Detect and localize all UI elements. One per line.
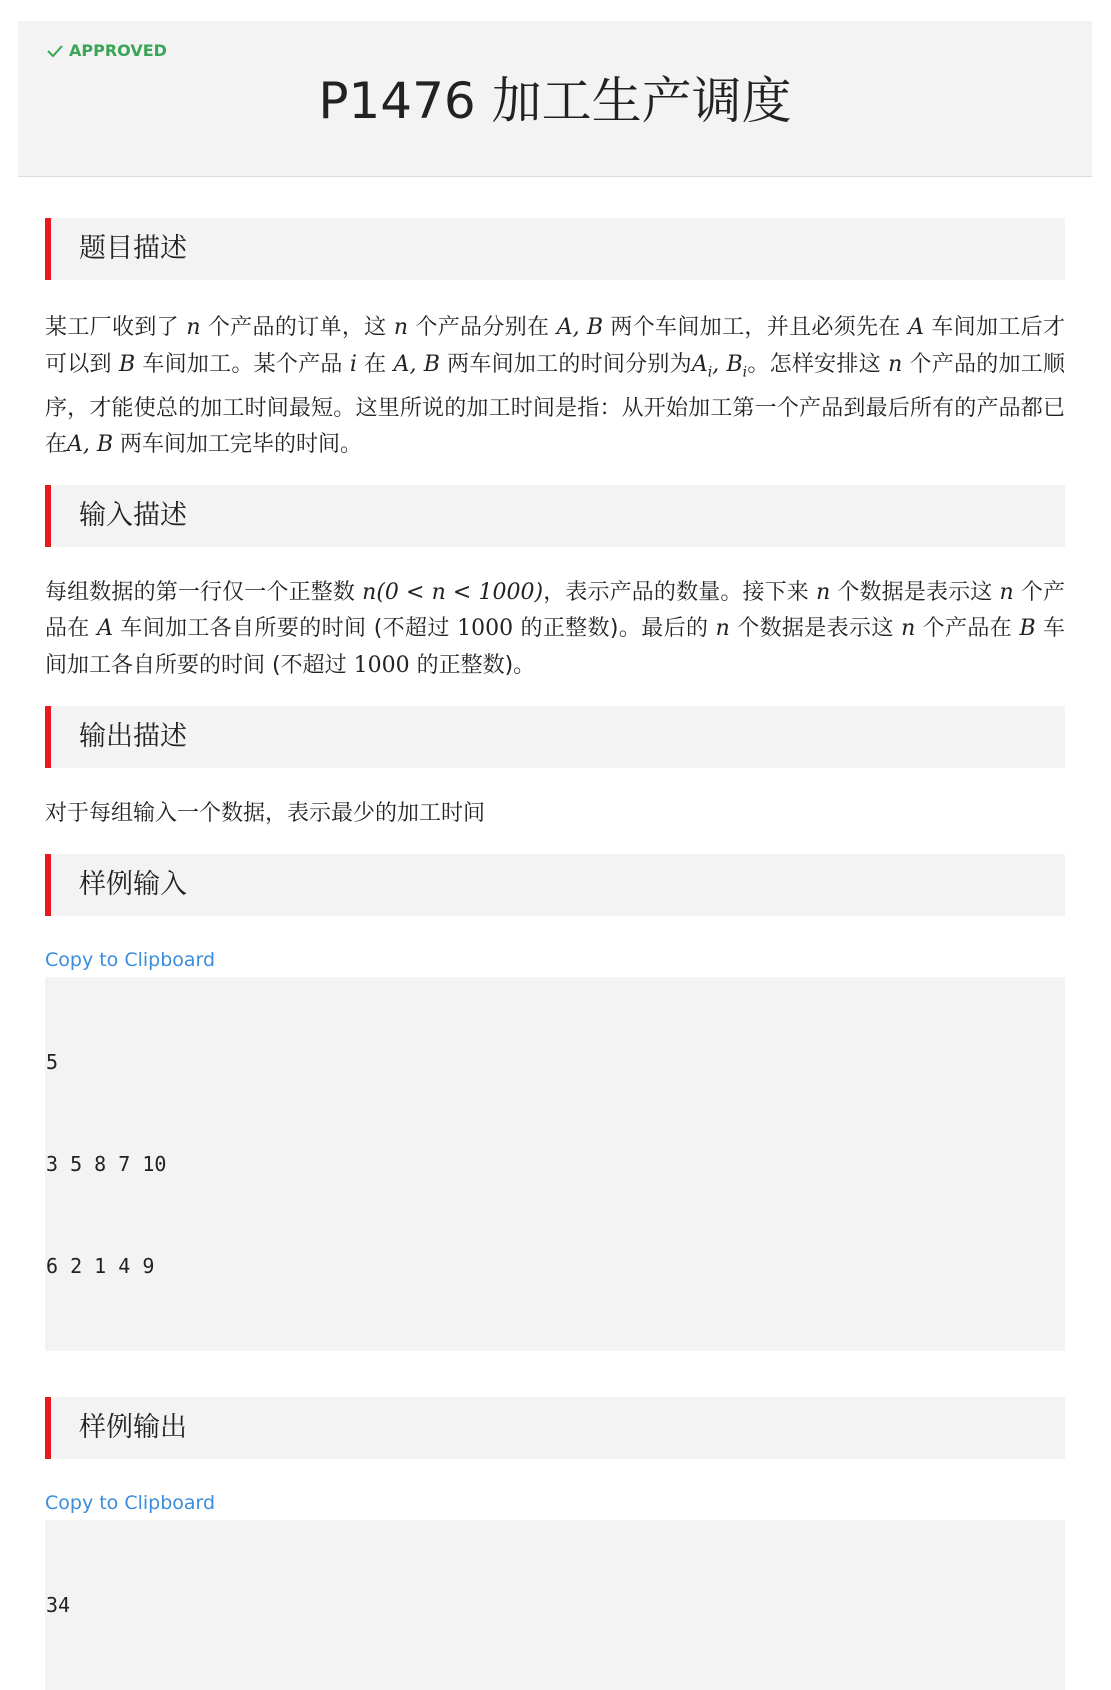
input-description-text: 每组数据的第一行仅一个正整数 n(0 < n < 1000)，表示产品的数量。接下来 n 个数据是表示这 n 个产品在 A 车间加工各自所要的时间 (不超过 1000 的正整数)。最后的 n 个数据是表示这 n 个产品在 B 车间加工各自所要的时间 (不超过 1000 的正整数)。 xyxy=(45,579,1065,678)
code-line: 34 xyxy=(46,1593,71,1618)
checkmark-icon xyxy=(46,44,64,58)
description-text: 某工厂收到了 n 个产品的订单，这 n 个产品分别在 A, B 两个车间加工，并且必须先在 A 车间加工后才可以到 B 车间加工。某个产品 i 在 A, B 两车间加工的时间分别为$A_i$, $B_i$。怎样安排这 n 个产品的加工顺序，才能使总的加工时间最短。这里所说的加工时间是指：从开始加工第一个产品到最后所有的产品都已在A, B 两车间加工完毕的时间。 xyxy=(45,315,1066,458)
problem-header xyxy=(18,21,1092,177)
code-line: 3 5 8 7 10 xyxy=(46,1152,167,1177)
section-heading-sample-input: 样例输入 xyxy=(45,854,1065,916)
sample-output-code-block xyxy=(45,1520,1065,1690)
status-label: APPROVED xyxy=(69,41,167,60)
copy-sample-output-link[interactable]: Copy to Clipboard xyxy=(45,1492,216,1515)
section-heading-sample-output: 样例输出 xyxy=(45,1397,1065,1459)
section-heading-description: 题目描述 xyxy=(45,218,1065,280)
problem-content xyxy=(45,218,1065,1690)
status-badge xyxy=(46,41,167,60)
output-description-text: 对于每组输入一个数据，表示最少的加工时间 xyxy=(45,800,486,826)
code-line: 5 xyxy=(46,1050,59,1075)
page-title: P1476 加工生产调度 xyxy=(318,72,792,130)
sample-input-code-block xyxy=(45,977,1065,1351)
section-heading-input: 输入描述 xyxy=(45,485,1065,547)
section-heading-output: 输出描述 xyxy=(45,706,1065,768)
code-line: 6 2 1 4 9 xyxy=(46,1254,155,1279)
copy-sample-input-link[interactable]: Copy to Clipboard xyxy=(45,949,216,972)
